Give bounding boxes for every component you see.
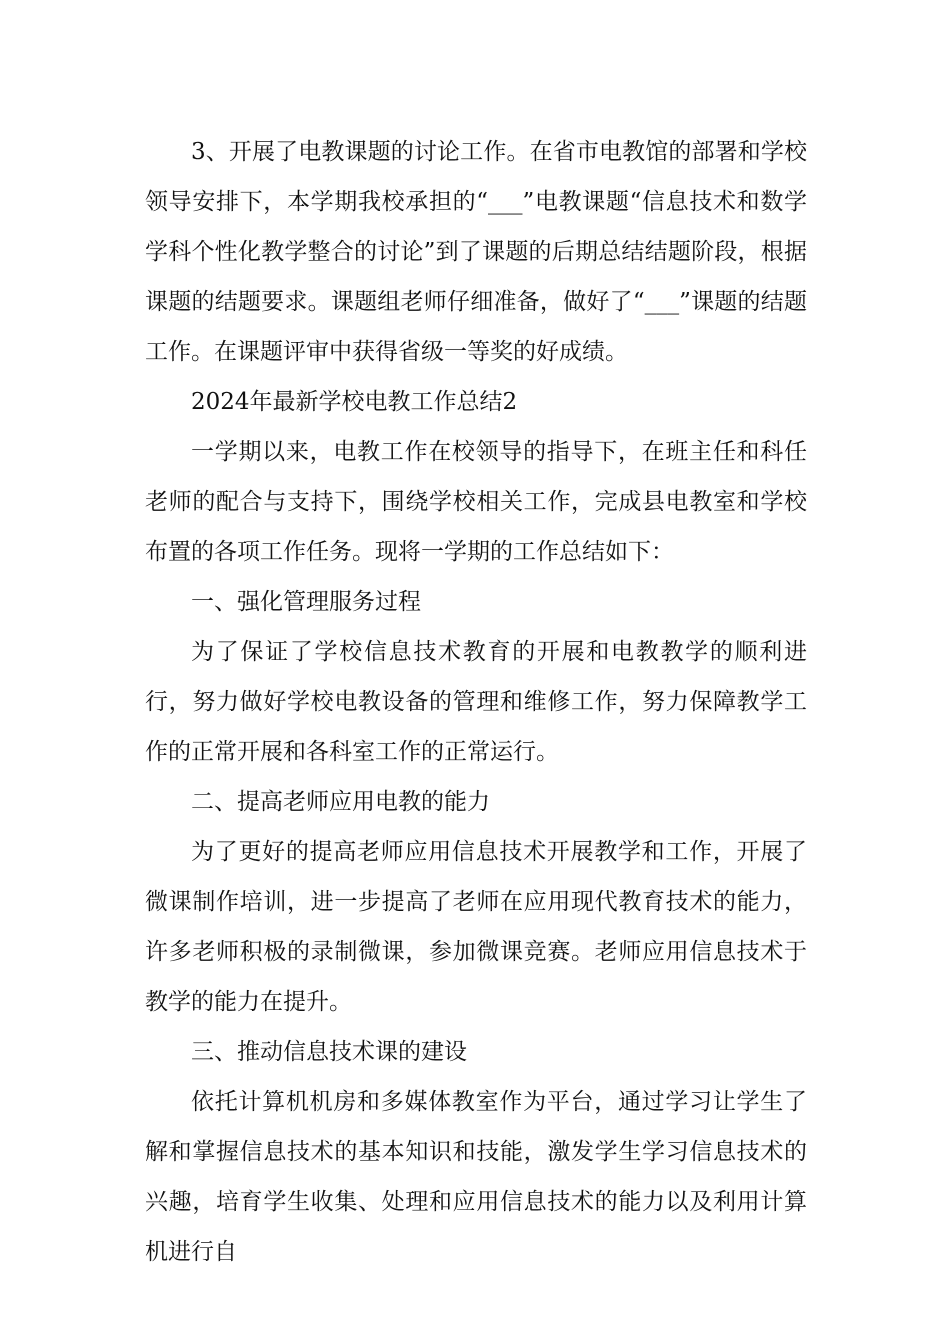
paragraph-teacher-ability: 为了更好的提高老师应用信息技术开展教学和工作，开展了微课制作培训，进一步提高了老师在应用现代教育技术的能力，许多老师积极的录制微课，参加微课竞赛。老师应用信息技术于教学的能力在提升。: [145, 839, 807, 1015]
heading-teacher-ability: 二、提高老师应用电教的能力: [191, 789, 490, 815]
paragraph-it-course: 依托计算机机房和多媒体教室作为平台，通过学习让学生了解和掌握信息技术的基本知识和技能，激发学生学习信息技术的兴趣，培育学生收集、处理和应用信息技术的能力以及利用计算机进行自: [145, 1089, 807, 1265]
paragraph-research-project: 3、开展了电教课题的讨论工作。在省市电教馆的部署和学校领导安排下，本学期我校承担的“___”电教课题“信息技术和数学学科个性化教学整合的讨论”到了课题的后期总结结题阶段，根据课题的结题要求。课题组老师仔细准备，做好了“___”课题的结题工作。在课题评审中获得省级一等奖的好成绩。: [145, 139, 807, 365]
heading-it-course: 三、推动信息技术课的建设: [191, 1039, 467, 1065]
section-title: 2024年最新学校电教工作总结2: [191, 389, 518, 415]
heading-management: 一、强化管理服务过程: [191, 589, 421, 615]
paragraph-management: 为了保证了学校信息技术教育的开展和电教教学的顺利进行，努力做好学校电教设备的管理和维修工作，努力保障教学工作的正常开展和各科室工作的正常运行。: [145, 639, 807, 765]
document-body: [145, 127, 807, 1277]
paragraph-intro: 一学期以来，电教工作在校领导的指导下，在班主任和科任老师的配合与支持下，围绕学校相关工作，完成县电教室和学校布置的各项工作任务。现将一学期的工作总结如下：: [145, 439, 807, 565]
